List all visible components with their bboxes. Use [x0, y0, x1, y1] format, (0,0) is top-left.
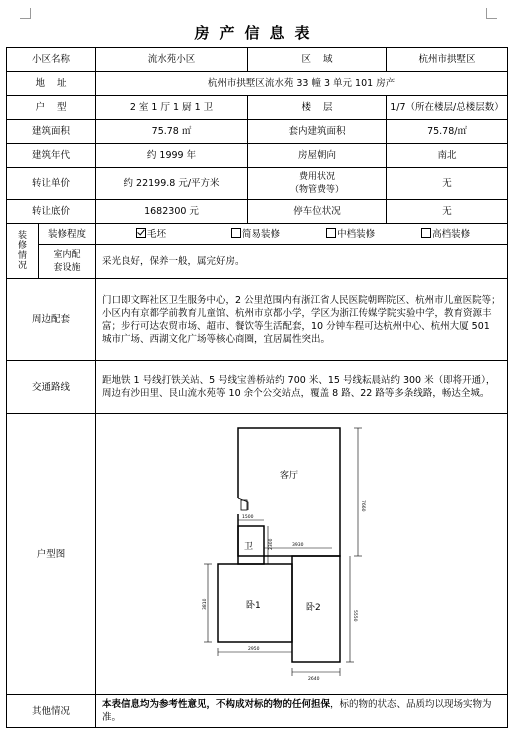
build-year-value: 约 1999 年 [96, 144, 248, 168]
address-value: 杭州市拱墅区流水苑 33 幢 3 单元 101 房产 [96, 72, 508, 96]
parking-value: 无 [387, 200, 508, 224]
disclaimer-rest: ，标的物的状态、品质均以现场实物为准。 [102, 699, 492, 723]
indoor-facilities-value: 采光良好，保养一般，属完好房。 [96, 245, 508, 279]
dim-label: 3930 [292, 543, 304, 548]
option-rough-label: 毛坯 [147, 228, 167, 240]
unit-price-value: 约 22199.8 元/平方米 [96, 168, 248, 200]
table-row [7, 200, 508, 224]
option-simple[interactable] [231, 228, 323, 241]
layout-label: 户 型 [7, 96, 96, 120]
living-room-outline [238, 428, 340, 556]
parking-label: 停车位状况 [248, 200, 387, 224]
checkbox-icon[interactable] [421, 228, 431, 238]
option-simple-label: 简易装修 [242, 228, 281, 240]
property-info-table [6, 47, 508, 728]
district-label-text: 区 域 [301, 54, 333, 65]
fee-status-label-line2: （物管费等） [290, 184, 345, 195]
fee-status-value: 无 [387, 168, 508, 200]
decoration-label [7, 224, 39, 279]
orientation-label: 房屋朝向 [248, 144, 387, 168]
fee-status-label-line1: 费用状况 [299, 171, 336, 182]
floor-value: 1/7（所在楼层/总楼层数） [387, 96, 508, 120]
table-row [7, 168, 508, 200]
bedroom1-label: 卧1 [246, 601, 261, 611]
table-row [7, 72, 508, 96]
district-value: 杭州市拱墅区 [387, 48, 508, 72]
floorplan-cell [96, 414, 508, 695]
reserve-price-value: 1682300 元 [96, 200, 248, 224]
dim-label: 5550 [352, 610, 358, 622]
option-high[interactable] [421, 228, 470, 241]
community-label: 小区名称 [7, 48, 96, 72]
document-title: 房产信息表 [194, 24, 320, 42]
bedroom2-label: 卧2 [306, 603, 321, 613]
other-label: 其他情况 [7, 695, 96, 728]
page-corner-mark [486, 8, 497, 19]
bathroom-label: 卫 [244, 542, 254, 552]
district-label [248, 48, 387, 72]
dim-label: 3810 [203, 598, 209, 610]
disclaimer-bold: 本表信息均为参考性意见，不构成对标的物的任何担保 [102, 699, 331, 710]
decoration-options [96, 224, 508, 245]
dim-label: 2300 [269, 538, 275, 550]
indoor-label-line1: 室内配 [53, 249, 81, 260]
decoration-label-text: 装修情况 [18, 231, 28, 271]
inner-area-label: 套内建筑面积 [248, 120, 387, 144]
checkbox-icon[interactable] [326, 228, 336, 238]
layout-value: 2 室 1 厅 1 厨 1 卫 [96, 96, 248, 120]
table-row [7, 279, 508, 361]
table-row [7, 695, 508, 728]
page-corner-mark [20, 8, 31, 19]
table-row [7, 361, 508, 414]
living-room-label: 客厅 [280, 471, 299, 481]
option-mid-label: 中档装修 [337, 228, 376, 240]
indoor-facilities-label [39, 245, 96, 279]
floor-plan-drawing [96, 414, 506, 694]
floorplan-label: 户型图 [7, 414, 96, 695]
option-mid[interactable] [326, 228, 418, 241]
table-row [7, 120, 508, 144]
floor-label: 楼 层 [248, 96, 387, 120]
fee-status-label [248, 168, 387, 200]
traffic-value: 距地铁 1 号线打铁关站、5 号线宝善桥站约 700 米、15 号线耘晨站约 300 米（即将开通），周边有沙田里、艮山流水苑等 10 余个公交站点，覆盖 8 路、22 路等多条线路，畅达全城。 [96, 361, 508, 414]
surroundings-value: 门口即文晖社区卫生服务中心，2 公里范围内有浙江省人民医院朝晖院区、杭州市儿童医院等；小区内有京都学前教育儿童馆、杭州市京都小学，学区为浙江传媒学院实验中学，教育资源丰富；步行可达农贸市场、超市、餐饮等生活配套，10 分钟车程可达杭州中心、杭州大厦 501 城市广场、西湖文化广场等核心商圈，宜居属性突出。 [96, 279, 508, 361]
table-row [7, 96, 508, 120]
reserve-price-label: 转让底价 [7, 200, 96, 224]
table-row [7, 414, 508, 695]
unit-price-label: 转让单价 [7, 168, 96, 200]
indoor-label-line2: 套设施 [53, 262, 81, 273]
building-area-label: 建筑面积 [7, 120, 96, 144]
checkbox-icon[interactable] [231, 228, 241, 238]
checkbox-checked-icon[interactable] [136, 228, 146, 238]
option-rough[interactable] [136, 228, 228, 241]
address-label: 地 址 [7, 72, 96, 96]
dim-label: 2640 [308, 677, 320, 682]
surroundings-label: 周边配套 [7, 279, 96, 361]
building-area-value: 75.78 ㎡ [96, 120, 248, 144]
dim-label: 1500 [242, 515, 254, 520]
option-high-label: 高档装修 [432, 228, 471, 240]
table-row [7, 224, 508, 245]
dim-label: 7660 [360, 500, 366, 512]
traffic-label: 交通路线 [7, 361, 96, 414]
orientation-value: 南北 [387, 144, 508, 168]
community-value: 流水苑小区 [96, 48, 248, 72]
decoration-degree-label: 装修程度 [39, 224, 96, 245]
table-row [7, 144, 508, 168]
inner-area-value: 75.78/㎡ [387, 120, 508, 144]
build-year-label: 建筑年代 [7, 144, 96, 168]
table-row [7, 245, 508, 279]
table-row [7, 48, 508, 72]
other-value [96, 695, 508, 728]
dim-label: 2950 [248, 647, 260, 652]
